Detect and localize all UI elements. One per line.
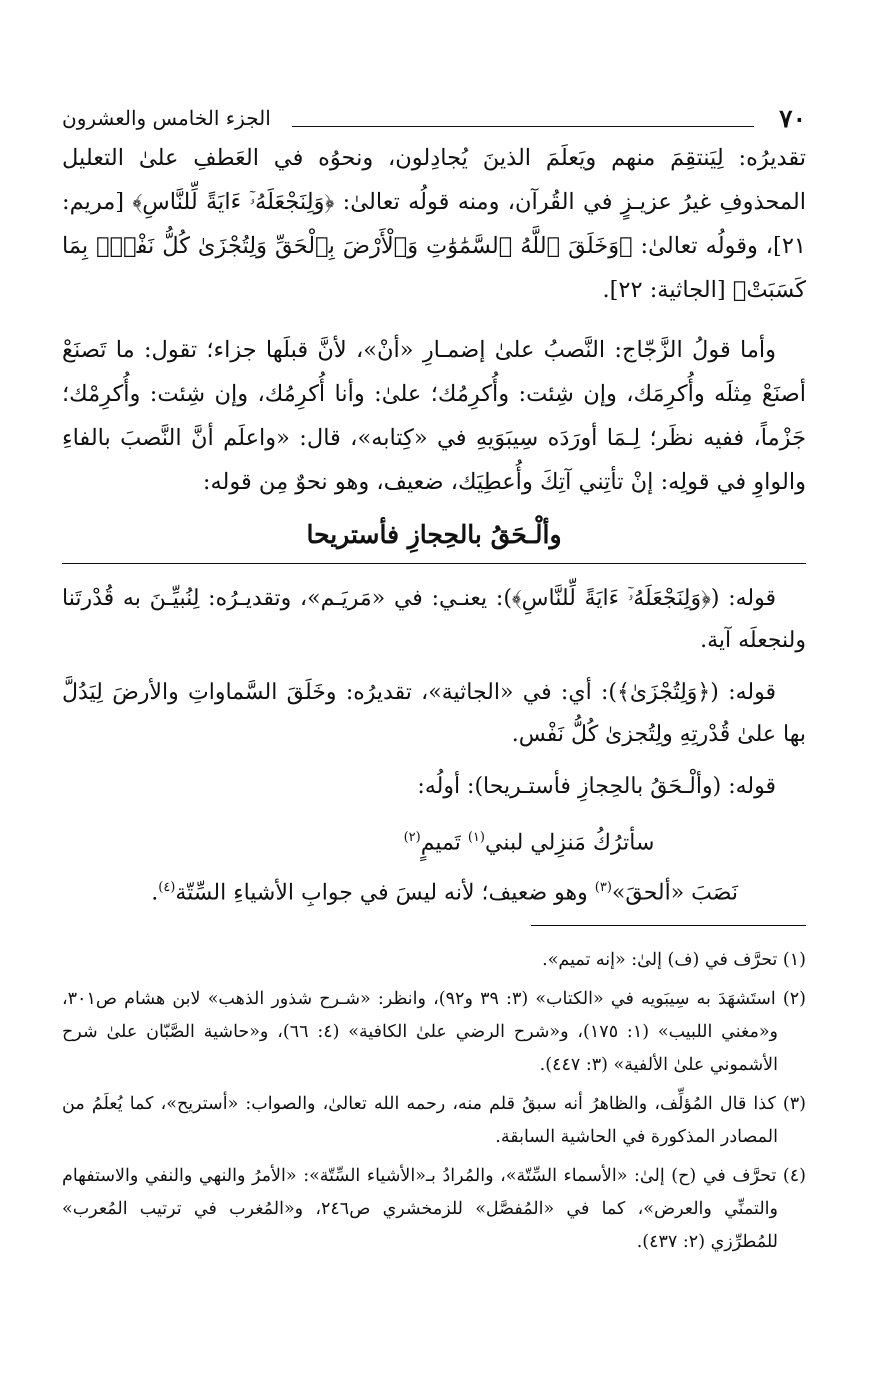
footnote-ref: (١) bbox=[467, 830, 485, 845]
commentary-paragraph bbox=[62, 867, 806, 914]
footnotes bbox=[62, 944, 806, 1259]
commentary bbox=[62, 578, 806, 915]
page-number: ٧٠ bbox=[779, 104, 806, 133]
poem-text: سأترُكُ مَنزِلي لبني bbox=[484, 830, 655, 856]
commentary-paragraph: قوله: (وألْـحَقُ بالحِجازِ فأستـريحا): أولُه: bbox=[417, 774, 776, 799]
commentary-text: وهو ضعيف؛ لأنه ليسَ في جوابِ الأشياءِ السِّتّة bbox=[175, 880, 595, 906]
footnote-ref: (٢) bbox=[403, 830, 421, 845]
verse-line: وألْـحَقُ بالحِجازِ فأستريحا bbox=[306, 520, 562, 549]
commentary-paragraph: قوله: (﴿وَلِنَجْعَلَهُۥٓ ءَايَةً لِّلنَّاسِ﴾): يعنـي: في «مَريَـم»، وتقديـرُه: لِنُبيِّـنَ به قُدْرتَنا ولنجعلَه آية. bbox=[62, 586, 806, 653]
page bbox=[62, 96, 806, 1265]
footnote: (١) تحرَّف في (ف) إلىٰ: «إنه تميم». bbox=[542, 949, 806, 970]
main-paragraph: وأما قولُ الزَّجّاج: النَّصبُ علىٰ إضمـارِ «أنْ»، لأنَّ قبلَها جزاء؛ تقول: ما تَصنَعْ أصنَعْ مِثلَه وأُكرِمَك، وإن شِئت: وأُكرِمُك؛ علىٰ: وأنا أُكرِمُك، وإن شِئت: وأُكرِمْك؛ جَزْماً، ففيه نظَر؛ لِـمَا أورَدَه سِيبَوَيهِ في «كِتابه»، قال: «واعلَم أنَّ النَّصبَ بالفاءِ والواوِ في قولِه: إنْ تأتِني آتِكَ وأُعطِيَك، ضعيف، وهو نحوٌ مِن قوله: bbox=[62, 337, 806, 495]
footnote-ref: (٤) bbox=[158, 880, 176, 896]
main-divider bbox=[62, 563, 806, 564]
header-rule bbox=[292, 126, 754, 127]
commentary-paragraph: قوله: (﴿وَلِتُجْزَىٰ﴾): أي: في «الجاثية»، تقديرُه: وخَلَقَ السَّماواتِ والأرضَ لِيَدُلَّ بها علىٰ قُدْرتِهِ ولِتُجزىٰ كُلُّ نَفْس. bbox=[62, 680, 806, 747]
main-text bbox=[62, 136, 806, 549]
main-paragraph: تقديرُه: لِيَنتقِمَ منهم ويَعلَمَ الذينَ يُجادِلون، ونحوُه في العَطفِ علىٰ التعليل المحذوفِ غيرُ عزيـزٍ في القُرآن، ومنه قولُه تعالىٰ: ﴿وَلِنَجْعَلَهُۥٓ ءَايَةً لِّلنَّاسِ﴾ [مريم: ٢١]، وقولُه تعالىٰ: ﴿وَخَلَقَ ٱللَّهُ ٱلسَّمَٰوَٰتِ وَٱلْأَرْضَ بِٱلْحَقِّ وَلِتُجْزَىٰ كُلُّ نَفْسٍۭ بِمَا كَسَبَتْ﴾ [الجاثية: ٢٢]. bbox=[62, 145, 806, 303]
footnote: (٢) استَشهَدَ به سِيبَويه في «الكتاب» (٣: ٣٩ و٩٢)، وانظر: «شـرح شذور الذهب» لابن هشام ص٣٠١، و«مغني اللبيب» (١: ١٧٥)، و«شرح الرضي علىٰ الكافية» (٤: ٦٦)، و«حاشية الصَّبّان علىٰ شرح الأشموني علىٰ الألفية» (٣: ٤٤٧). bbox=[62, 988, 806, 1075]
part-title: الجزء الخامس والعشرون bbox=[62, 106, 271, 130]
footnote-divider bbox=[531, 925, 806, 926]
footnote-ref: (٣) bbox=[594, 880, 612, 896]
poem-line bbox=[62, 818, 806, 863]
footnote: (٤) تحرَّف في (ح) إلىٰ: «الأسماء السِّتّة»، والمُرادُ بـ«الأشياء السِّتّة»: «الأمرُ والنهي والنفي والاستفهام والتمنِّي والعرض»، كما في «المُفصَّل» للزمخشري ص٢٤٦، و«المُغرب في ترتيب المُعرب» للمُطرِّزي (٢: ٤٣٧). bbox=[62, 1165, 806, 1252]
running-header bbox=[62, 96, 806, 136]
poem-text: تَميمٍ bbox=[420, 830, 461, 856]
footnote: (٣) كذا قال المُؤلِّف، والظاهرُ أنه سبقُ قلم منه، رحمه الله تعالىٰ، والصواب: «أستريح»، كما يُعلَمُ من المصادر المذكورة في الحاشية السابقة. bbox=[62, 1093, 806, 1147]
commentary-text: نَصَبَ «ألحقَ» bbox=[611, 880, 738, 906]
commentary-text: . bbox=[151, 880, 159, 906]
